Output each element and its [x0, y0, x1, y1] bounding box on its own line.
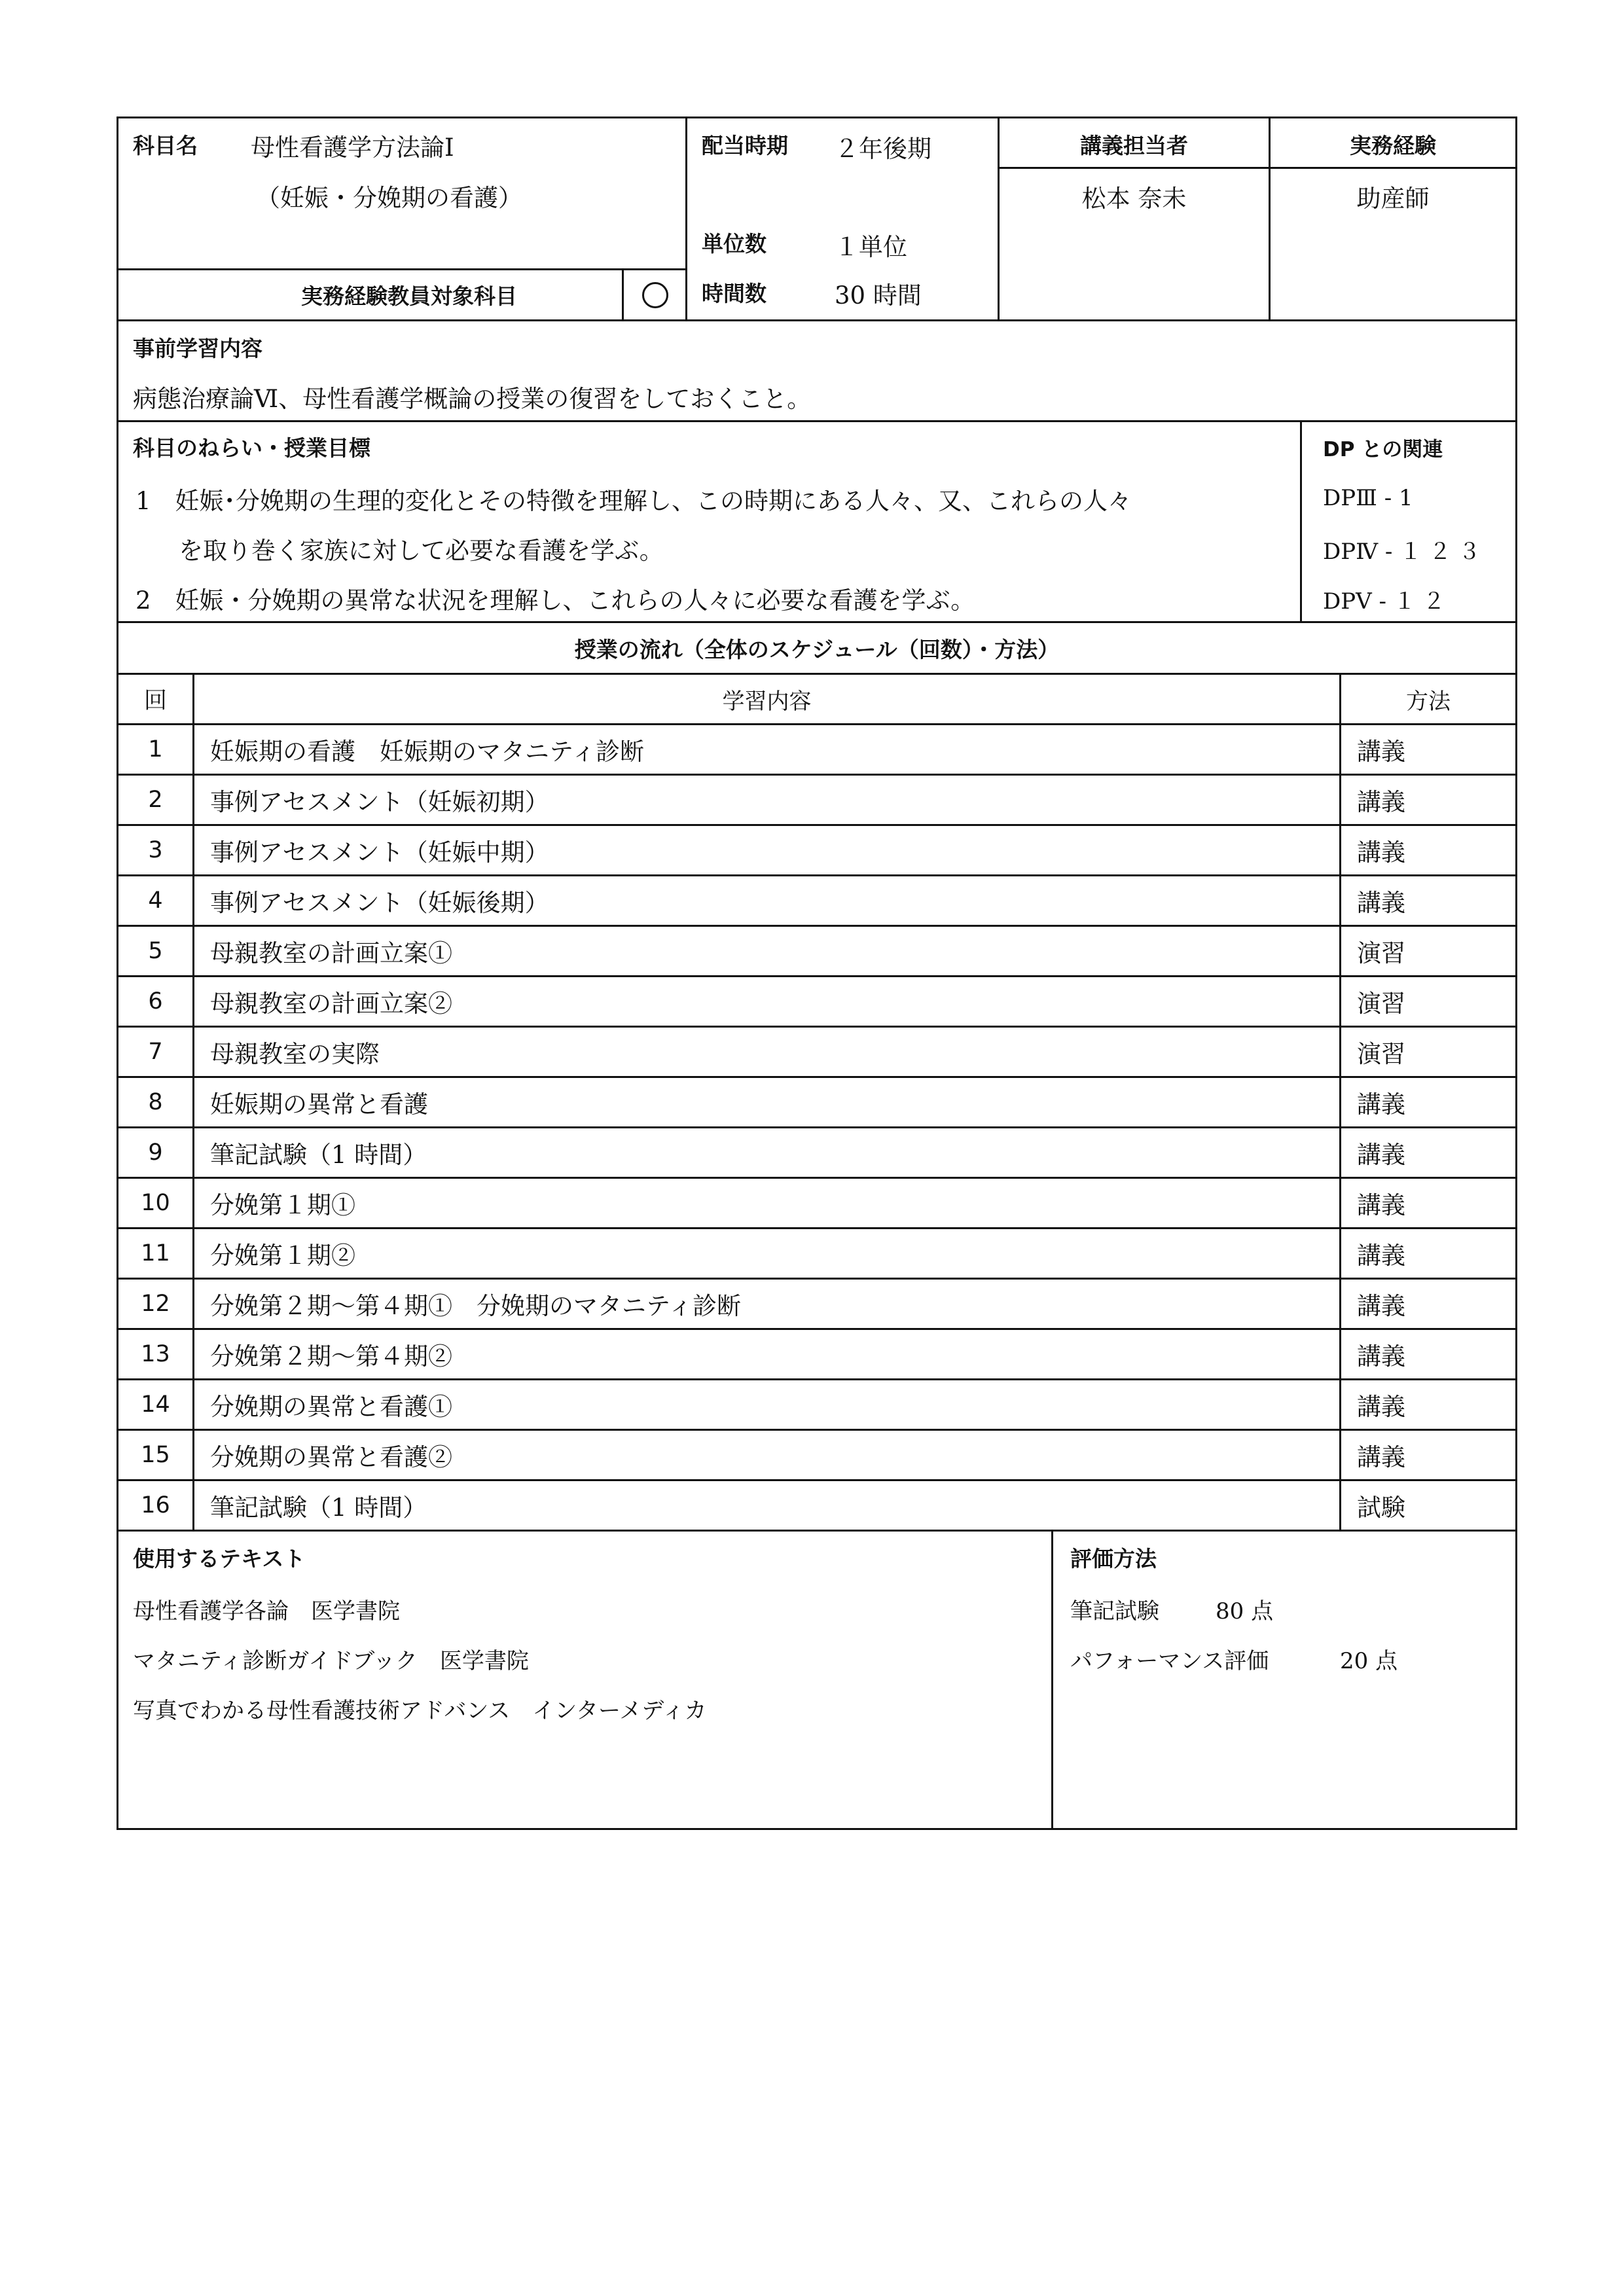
- schedule-row: [118, 1479, 1515, 1530]
- session-content: 筆記試験（1 時間）: [194, 1481, 1341, 1530]
- session-method: 演習: [1357, 990, 1405, 1018]
- session-content: 事例アセスメント（妊娠初期）: [194, 776, 1341, 824]
- prestudy-block: [117, 321, 1517, 422]
- evaluation-label: 評価方法: [1070, 1546, 1157, 1571]
- goals-block: [117, 422, 1517, 623]
- header-block: [117, 117, 1517, 321]
- schedule-row: [118, 723, 1515, 774]
- session-method: 講義: [1357, 1242, 1405, 1270]
- dp-value-1: DPⅢ - 1: [1323, 485, 1413, 511]
- session-number: 15: [118, 1431, 194, 1479]
- hours-value: 30 時間: [835, 281, 922, 310]
- text-item-3: 写真でわかる母性看護技術アドバンス インターメディカ: [133, 1698, 707, 1724]
- prestudy-label: 事前学習内容: [133, 336, 262, 361]
- evaluation-name-1: 筆記試験: [1070, 1598, 1159, 1624]
- session-number: 14: [118, 1380, 194, 1429]
- session-number: 12: [118, 1280, 194, 1328]
- session-content: 分娩第１期②: [194, 1229, 1341, 1278]
- subject-title: 母性看護学方法論Ⅰ: [251, 134, 454, 162]
- subject-subtitle: （妊娠・分娩期の看護）: [256, 184, 522, 212]
- session-method: 演習: [1357, 1040, 1405, 1068]
- schedule-row: [118, 874, 1515, 925]
- dp-value-2: DPⅣ - １ ２ ３: [1323, 539, 1481, 565]
- session-content: 事例アセスメント（妊娠後期）: [194, 876, 1341, 925]
- session-method: 講義: [1357, 788, 1405, 816]
- session-method: 講義: [1357, 1090, 1405, 1119]
- schedule-row: [118, 1177, 1515, 1227]
- text-item-2: マタニティ診断ガイドブック 医学書院: [133, 1648, 529, 1674]
- schedule-row: [118, 774, 1515, 824]
- evaluation-name-2: パフォーマンス評価: [1070, 1648, 1269, 1674]
- syllabus-sheet: [117, 117, 1517, 1830]
- goal-line-2: を取り巻く家族に対して必要な看護を学ぶ。: [179, 537, 664, 565]
- subject-label: 科目名: [133, 133, 198, 158]
- session-number: 3: [118, 826, 194, 874]
- session-content: 分娩期の異常と看護②: [194, 1431, 1341, 1479]
- prestudy-text: 病態治療論Ⅵ、母性看護学概論の授業の復習をしておくこと。: [133, 385, 812, 413]
- schedule-row: [118, 824, 1515, 874]
- session-content: 母親教室の計画立案①: [194, 927, 1341, 975]
- schedule-row: [118, 1076, 1515, 1126]
- header-no: 回: [118, 675, 194, 723]
- session-method: 講義: [1357, 1342, 1405, 1371]
- session-number: 4: [118, 876, 194, 925]
- schedule-block: [117, 623, 1517, 1532]
- session-content: 筆記試験（1 時間）: [194, 1128, 1341, 1177]
- session-method: 演習: [1357, 939, 1405, 967]
- session-content: 分娩第２期～第４期②: [194, 1330, 1341, 1378]
- goals-label: 科目のねらい・授業目標: [133, 435, 370, 461]
- session-number: 2: [118, 776, 194, 824]
- session-content: 分娩第２期～第４期① 分娩期のマタニティ診断: [194, 1280, 1341, 1328]
- session-number: 11: [118, 1229, 194, 1278]
- session-method: 講義: [1357, 738, 1405, 766]
- session-method: 講義: [1357, 1292, 1405, 1320]
- practical-label: 実務経験教員対象科目: [301, 283, 517, 309]
- period-label: 配当時期: [702, 133, 788, 158]
- session-content: 分娩期の異常と看護①: [194, 1380, 1341, 1429]
- schedule-row: [118, 1429, 1515, 1479]
- session-number: 10: [118, 1179, 194, 1227]
- goal-line-1: 1 妊娠･分娩期の生理的変化とその特徴を理解し、この時期にある人々、又、これらの人々: [135, 487, 1132, 515]
- schedule-row: [118, 1126, 1515, 1177]
- session-content: 妊娠期の看護 妊娠期のマタニティ診断: [194, 725, 1341, 774]
- text-item-1: 母性看護学各論 医学書院: [133, 1598, 400, 1624]
- credits-value: １単位: [835, 233, 907, 261]
- session-number: 1: [118, 725, 194, 774]
- schedule-row: [118, 1378, 1515, 1429]
- schedule-row: [118, 975, 1515, 1026]
- header-content: 学習内容: [194, 675, 1341, 723]
- period-value: ２年後期: [835, 135, 931, 163]
- schedule-row: [118, 925, 1515, 975]
- session-number: 7: [118, 1028, 194, 1076]
- session-method: 講義: [1357, 1191, 1405, 1219]
- session-number: 5: [118, 927, 194, 975]
- evaluation-score-1: 80 点: [1216, 1598, 1274, 1624]
- session-number: 8: [118, 1078, 194, 1126]
- session-number: 9: [118, 1128, 194, 1177]
- session-number: 6: [118, 977, 194, 1026]
- experience-label: 実務経験: [1350, 133, 1436, 158]
- lecturer-name: 松本 奈未: [1081, 185, 1187, 213]
- session-number: 16: [118, 1481, 194, 1530]
- session-content: 事例アセスメント（妊娠中期）: [194, 826, 1341, 874]
- session-content: 分娩第１期①: [194, 1179, 1341, 1227]
- texts-label: 使用するテキスト: [133, 1546, 306, 1571]
- bottom-block: [117, 1532, 1517, 1830]
- session-number: 13: [118, 1330, 194, 1378]
- dp-value-3: DPⅤ - １ ２: [1323, 588, 1445, 615]
- goal-line-3: 2 妊娠・分娩期の異常な状況を理解し、これらの人々に必要な看護を学ぶ。: [135, 586, 975, 615]
- schedule-row: [118, 1227, 1515, 1278]
- credits-label: 単位数: [702, 231, 767, 257]
- lecturer-label: 講義担当者: [1080, 133, 1188, 158]
- session-method: 講義: [1357, 889, 1405, 917]
- session-method: 講義: [1357, 1141, 1405, 1169]
- schedule-row: [118, 1026, 1515, 1076]
- session-content: 母親教室の実際: [194, 1028, 1341, 1076]
- schedule-title: 授業の流れ（全体のスケジュール（回数）・方法）: [574, 636, 1060, 662]
- header-method: 方法: [1406, 688, 1451, 715]
- session-content: 母親教室の計画立案②: [194, 977, 1341, 1026]
- schedule-rows: [118, 723, 1515, 1530]
- session-method: 講義: [1357, 838, 1405, 867]
- hours-label: 時間数: [702, 281, 767, 306]
- dp-label: DP との関連: [1323, 438, 1443, 461]
- session-method: 試験: [1357, 1494, 1405, 1522]
- session-method: 講義: [1357, 1393, 1405, 1421]
- practical-circle-mark: [642, 282, 668, 308]
- experience-value: 助産師: [1356, 185, 1430, 213]
- session-content: 妊娠期の異常と看護: [194, 1078, 1341, 1126]
- session-method: 講義: [1357, 1443, 1405, 1471]
- evaluation-score-2: 20 点: [1340, 1648, 1398, 1674]
- schedule-header-row: [118, 673, 1515, 723]
- schedule-row: [118, 1278, 1515, 1328]
- schedule-row: [118, 1328, 1515, 1378]
